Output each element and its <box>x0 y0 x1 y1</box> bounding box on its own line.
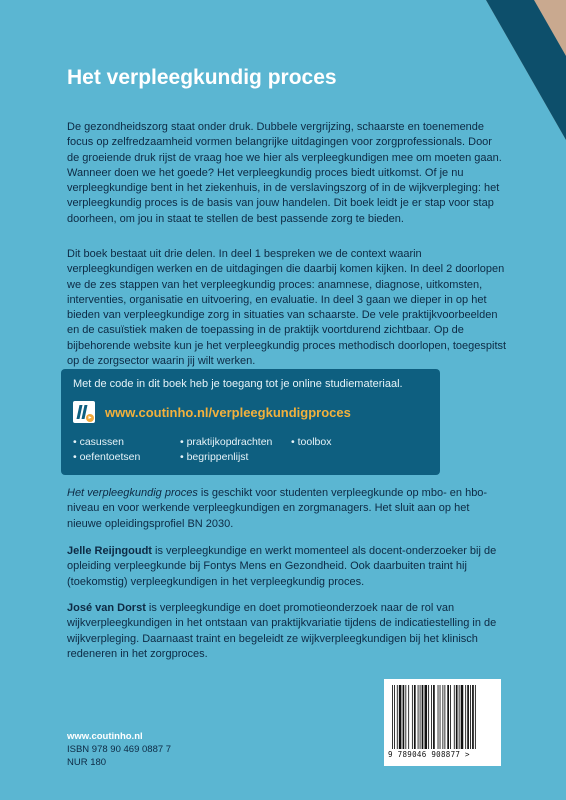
online-material-url[interactable]: www.coutinho.nl/verpleegkundigproces <box>105 405 351 420</box>
author-bio-van-dorst <box>67 601 507 662</box>
coutinho-logo-icon: ▸ <box>73 401 95 423</box>
book-title: Het verpleegkundig proces <box>67 66 337 89</box>
publisher-website[interactable]: www.coutinho.nl <box>67 731 143 742</box>
online-material-box <box>61 369 440 475</box>
barcode-bars <box>390 685 495 749</box>
feature-item: • casussen <box>73 435 124 450</box>
author-bio-reijngoudt <box>67 544 507 590</box>
feature-item: • begrippenlijst <box>180 450 248 465</box>
feature-item: • toolbox <box>291 435 331 450</box>
book-title-italic: Het verpleegkundig proces <box>67 487 198 499</box>
barcode <box>384 679 501 766</box>
author-name: José van Dorst <box>67 602 146 614</box>
corner-decoration <box>486 0 566 140</box>
audience-text: is geschikt voor studenten verpleegkunde op mbo- en hbo-niveau en voor werkende verpleegkundigen en zorgmanagers. Het sluit aan op het nieuwe opleidingsprofiel BN 2030. <box>67 487 488 530</box>
author-name: Jelle Reijngoudt <box>67 545 152 557</box>
barcode-digits: 9 789046 908877 > <box>388 750 470 759</box>
structure-paragraph: Dit boek bestaat uit drie delen. In deel 1 bespreken we de context waarin verpleegkundigen werken en de uitdagingen die daarbij komen kijken. In deel 2 doorlopen we de zes stappen van het verpleegkundig proces: anamnese, diagnose, uitkomsten, interventies, organisatie en uitvoering, en evaluatie. In deel 3 gaan we dieper in op het bieden van verpleegkundige zorg in situaties van schaarste. De vele praktijkvoorbeelden en de casuïstiek maken de toepassing in de praktijk voortdurend zichtbaar. Op de bijbehorende website kun je het verpleegkundig proces methodisch doorlopen, toegespitst op de zorgsector waarin jij wilt werken. <box>67 248 507 368</box>
isbn: ISBN 978 90 469 0887 7 <box>67 744 172 755</box>
author-bio-text: is verpleegkundige en doet promotieonderzoek naar de rol van wijkverpleegkundigen in het ontstaan van praktijkvariatie tijdens de indicatiestelling in de wijkverpleging. Daarnaast traint en begeleidt ze wijkverpleegkundigen bij het klinisch redeneren in het zorgproces. <box>67 602 497 660</box>
intro-paragraph: De gezondheidszorg staat onder druk. Dubbele vergrijzing, schaarste en toenemende focus op zelfredzaamheid vormen belangrijke uitdagingen voor zorgprofessionals. Door de groeiende druk rijst de vraag hoe we hier als verpleegkundigen mee om moeten gaan. Wanneer doen we het goede? Het verpleegkundig proces biedt uitkomst. Of je nu verpleegkundige bent in het ziekenhuis, in de verslavingszorg of in de wijkverpleging: het verpleegkundig proces is de basis van jouw handelen. Dit boek leidt je er stap voor stap doorheen, om jou in staat te stellen de best passende zorg te bieden. <box>67 121 502 225</box>
audience-paragraph <box>67 486 507 532</box>
feature-item: • oefentoetsen <box>73 450 140 465</box>
nur-code: NUR 180 <box>67 757 107 768</box>
online-material-intro: Met de code in dit boek heb je toegang tot je online studiemateriaal. <box>73 378 403 390</box>
imprint <box>67 730 171 769</box>
feature-item: • praktijkopdrachten <box>180 435 272 450</box>
author-bio-text: is verpleegkundige en werkt momenteel als docent-onderzoeker bij de opleiding verpleegkunde bij Fontys Mens en Gezondheid. Ook daarbuiten traint hij (toekomstig) verpleegkundigen in het verpleegkundig proces. <box>67 545 497 588</box>
